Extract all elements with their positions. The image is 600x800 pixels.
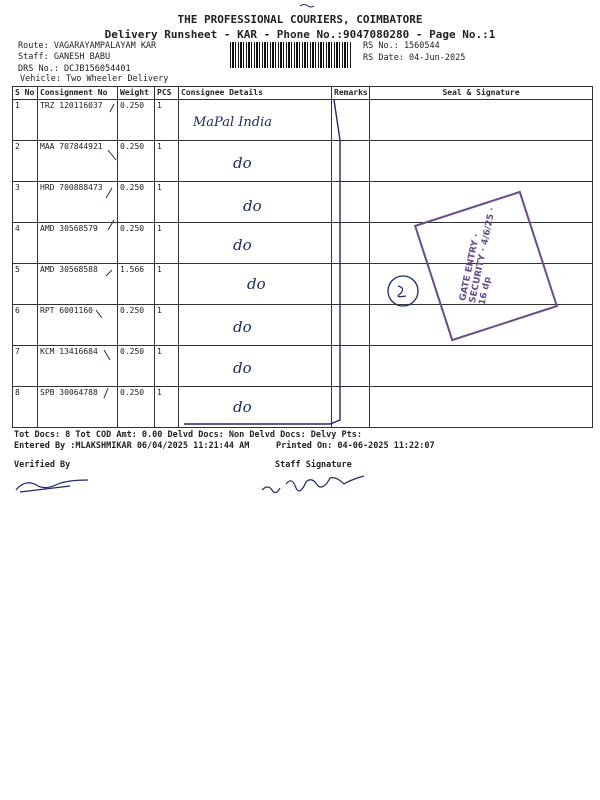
row-weight: 0.250 <box>118 346 155 387</box>
row-consignment: RPT 6001160 <box>38 305 118 346</box>
row-weight: 1.566 <box>118 264 155 305</box>
row-sno: 7 <box>13 346 38 387</box>
row-weight: 0.250 <box>118 182 155 223</box>
row-consignment: HRD 700888473 <box>38 182 118 223</box>
row-consignment: KCM 13416684 <box>38 346 118 387</box>
staff-signature-label: Staff Signature <box>275 460 352 470</box>
row-pcs: 1 <box>155 182 179 223</box>
row-pcs: 1 <box>155 346 179 387</box>
row-pcs: 1 <box>155 100 179 141</box>
row-sno: 3 <box>13 182 38 223</box>
row-pcs: 1 <box>155 264 179 305</box>
runsheet-subtitle: Delivery Runsheet - KAR - Phone No.:9047080280 - Page No.:1 <box>104 28 496 41</box>
row-sno: 8 <box>13 387 38 428</box>
vehicle-text: Vehicle: Two Wheeler Delivery <box>20 74 169 84</box>
row-consignment: MAA 707844921 <box>38 141 118 182</box>
row-weight: 0.250 <box>118 223 155 264</box>
col-consignment: Consignment No <box>38 87 118 100</box>
drs-text: DRS No.: DCJB156054401 <box>18 64 131 74</box>
rs-date: RS Date: 04-Jun-2025 <box>363 53 466 63</box>
row-weight: 0.250 <box>118 100 155 141</box>
row-pcs: 1 <box>155 387 179 428</box>
row-sno: 5 <box>13 264 38 305</box>
row-consignment: SPB 30064788 <box>38 387 118 428</box>
company-title: THE PROFESSIONAL COURIERS, COIMBATORE <box>177 13 423 26</box>
consignee-handwriting: do <box>233 154 252 172</box>
row-consignment: AMD 30568588 <box>38 264 118 305</box>
rs-number: RS No.: 1560544 <box>363 41 440 51</box>
verifier-signature <box>12 470 92 498</box>
row-pcs: 1 <box>155 141 179 182</box>
row-consignment: TRZ 120116037 <box>38 100 118 141</box>
col-consignee: Consignee Details <box>179 87 332 100</box>
printed-on: Printed On: 04-06-2025 11:22:07 <box>276 441 435 451</box>
consignee-handwriting: MaPal India <box>193 115 273 130</box>
row-sno: 4 <box>13 223 38 264</box>
totals-line: Tot Docs: 8 Tot COD Amt: 0.00 Delvd Docs: Non Delvd Docs: Delvy Pts: <box>14 430 362 440</box>
staff-text: Staff: GANESH BABU <box>18 52 111 62</box>
consignee-handwriting: do <box>233 398 252 416</box>
col-pcs: PCS <box>155 87 179 100</box>
row-sno: 2 <box>13 141 38 182</box>
consignee-handwriting: do <box>233 359 252 377</box>
stamp-text: GATE ENTRY · SECURITY · 4/6/25 · 16 dp <box>458 206 498 307</box>
col-seal-signature: Seal & Signature <box>370 87 593 100</box>
col-weight: Weight <box>118 87 155 100</box>
row-sno: 6 <box>13 305 38 346</box>
row-weight: 0.250 <box>118 141 155 182</box>
consignee-handwriting: do <box>233 236 252 254</box>
route-text: Route: VAGARAYAMPALAYAM KAR <box>18 41 157 51</box>
row-sno: 1 <box>13 100 38 141</box>
verified-by-label: Verified By <box>14 460 71 470</box>
row-weight: 0.250 <box>118 305 155 346</box>
col-sno: S No <box>13 87 38 100</box>
consignee-handwriting: do <box>243 197 262 215</box>
consignee-handwriting: do <box>247 275 266 293</box>
row-consignment: AMD 30568579 <box>38 223 118 264</box>
row-pcs: 1 <box>155 223 179 264</box>
col-remarks: Remarks <box>332 87 370 100</box>
row-weight: 0.250 <box>118 387 155 428</box>
staff-signature <box>258 470 378 502</box>
entered-by: Entered By :MLAKSHMIKAR 06/04/2025 11:21:44 AM <box>14 441 250 451</box>
consignee-handwriting: do <box>233 318 252 336</box>
row-pcs: 1 <box>155 305 179 346</box>
